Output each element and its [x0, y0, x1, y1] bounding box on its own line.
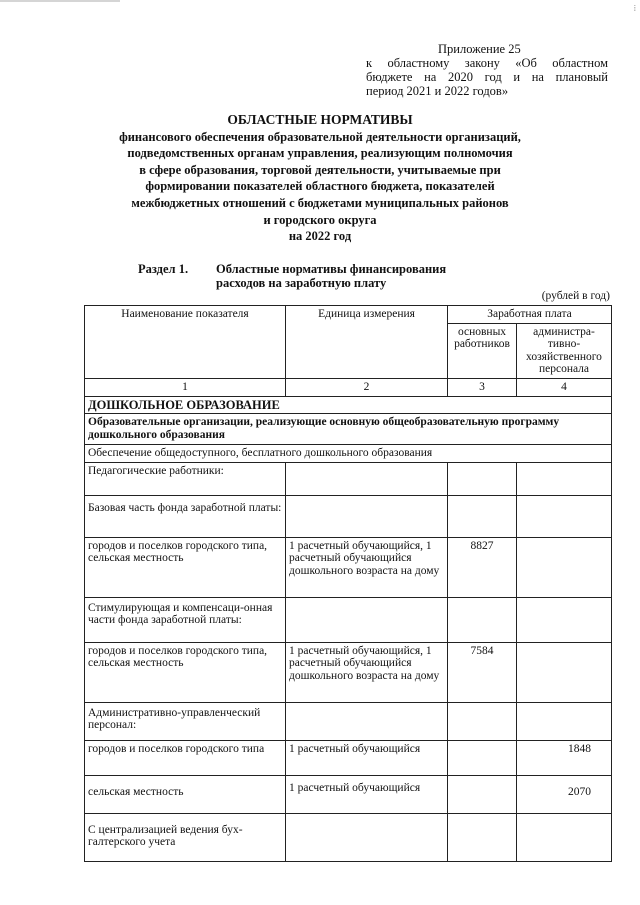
document-title-line-6: межбюджетных отношений с бюджетами муниципальных районов [131, 195, 509, 210]
table-row [85, 462, 612, 495]
table-row [85, 537, 612, 597]
column-number-row [85, 378, 612, 396]
row-name: городов и поселков городского типа [85, 740, 286, 775]
row-name: городов и поселков городского типа, сельская местность [85, 642, 286, 702]
unit-note: (рублей в год) [541, 290, 610, 302]
section-row [85, 396, 612, 414]
column-number: 4 [517, 378, 612, 396]
table-row [85, 813, 612, 861]
appendix-line-3: период 2021 и 2022 годов» [366, 84, 509, 98]
column-number: 2 [286, 378, 448, 396]
document-title-year: на 2022 год [288, 229, 352, 244]
row-main-value [448, 775, 517, 813]
row-main-value: 7584 [448, 642, 517, 702]
row-admin-value: 1848 [517, 740, 612, 775]
row-admin-value [517, 642, 612, 702]
row-unit: 1 расчетный обучающийся [286, 775, 448, 813]
appendix-header [366, 42, 608, 98]
service-row [85, 445, 612, 463]
section-heading [138, 262, 538, 290]
subsection-row-title: Образовательные организации, реализующие основную общеобразовательную программу дошкольного образования [85, 414, 612, 445]
row-admin-value [517, 702, 612, 740]
row-main-value [448, 702, 517, 740]
header-unit: Единица измерения [286, 306, 448, 379]
subsection-row [85, 414, 612, 445]
appendix-line-1: к областному закону «Об областном [366, 56, 608, 70]
row-name: сельская местность [85, 775, 286, 813]
header-main-staff: основных работников [448, 323, 517, 378]
service-row-title: Обеспечение общедоступного, бесплатного дошкольного образования [85, 445, 612, 463]
section-number: Раздел 1. [138, 262, 189, 276]
row-admin-value [517, 495, 612, 537]
header-name: Наименование показателя [85, 306, 286, 379]
header-salary: Заработная плата [448, 306, 612, 324]
row-name: С централизацией ведения бух-галтерского учета [85, 813, 286, 861]
column-number: 3 [448, 378, 517, 396]
row-unit [286, 813, 448, 861]
row-main-value [448, 740, 517, 775]
row-admin-value [517, 462, 612, 495]
section-title-line-1: Областные нормативы финансирования [216, 262, 447, 276]
document-title [90, 112, 550, 245]
norms-table [84, 305, 612, 862]
row-admin-value [517, 597, 612, 642]
appendix-line-2: бюджете на 2020 год и на плановый [366, 70, 608, 84]
row-main-value [448, 813, 517, 861]
row-unit [286, 495, 448, 537]
row-name: Педагогические работники: [85, 462, 286, 495]
section-title-line-2: расходов на заработную плату [216, 276, 387, 290]
document-title-line-2: финансового обеспечения образовательной деятельности организаций, [119, 129, 521, 144]
table-row [85, 642, 612, 702]
scan-edge-artifact [0, 0, 120, 2]
row-unit: 1 расчетный обучающийся [286, 740, 448, 775]
table-row [85, 740, 612, 775]
document-title-line-1: ОБЛАСТНЫЕ НОРМАТИВЫ [227, 112, 413, 127]
row-admin-value: 2070 [517, 775, 612, 813]
row-name: Стимулирующая и компенсаци-онная части фонда заработной платы: [85, 597, 286, 642]
table-row [85, 702, 612, 740]
document-title-line-4: в сфере образования, торговой деятельности, учитываемые при [139, 162, 501, 177]
row-name: Административно-управленческий персонал: [85, 702, 286, 740]
document-title-line-3: подведомственных органам управления, реализующим полномочия [127, 146, 513, 161]
document-title-line-7: и городского округа [263, 212, 377, 227]
document-title-line-5: формировании показателей областного бюджета, показателей [145, 179, 495, 194]
appendix-title: Приложение 25 [438, 42, 521, 56]
row-main-value: 8827 [448, 537, 517, 597]
row-unit: 1 расчетный обучающийся, 1 расчетный обучающийся дошкольного возраста на дому [286, 642, 448, 702]
row-admin-value [517, 813, 612, 861]
row-name: Базовая часть фонда заработной платы: [85, 495, 286, 537]
row-main-value [448, 597, 517, 642]
table-row [85, 597, 612, 642]
header-admin-staff: администра-тивно-хозяйственного персонала [517, 323, 612, 378]
row-unit [286, 597, 448, 642]
section-row-title: ДОШКОЛЬНОЕ ОБРАЗОВАНИЕ [85, 396, 612, 414]
table-row [85, 775, 612, 813]
row-unit [286, 702, 448, 740]
row-main-value [448, 462, 517, 495]
column-number: 1 [85, 378, 286, 396]
page-corner-mark: ⁞ [633, 4, 636, 13]
table-row [85, 495, 612, 537]
row-admin-value [517, 537, 612, 597]
row-unit [286, 462, 448, 495]
row-main-value [448, 495, 517, 537]
row-unit: 1 расчетный обучающийся, 1 расчетный обучающийся дошкольного возраста на дому [286, 537, 448, 597]
row-name: городов и поселков городского типа, сельская местность [85, 537, 286, 597]
